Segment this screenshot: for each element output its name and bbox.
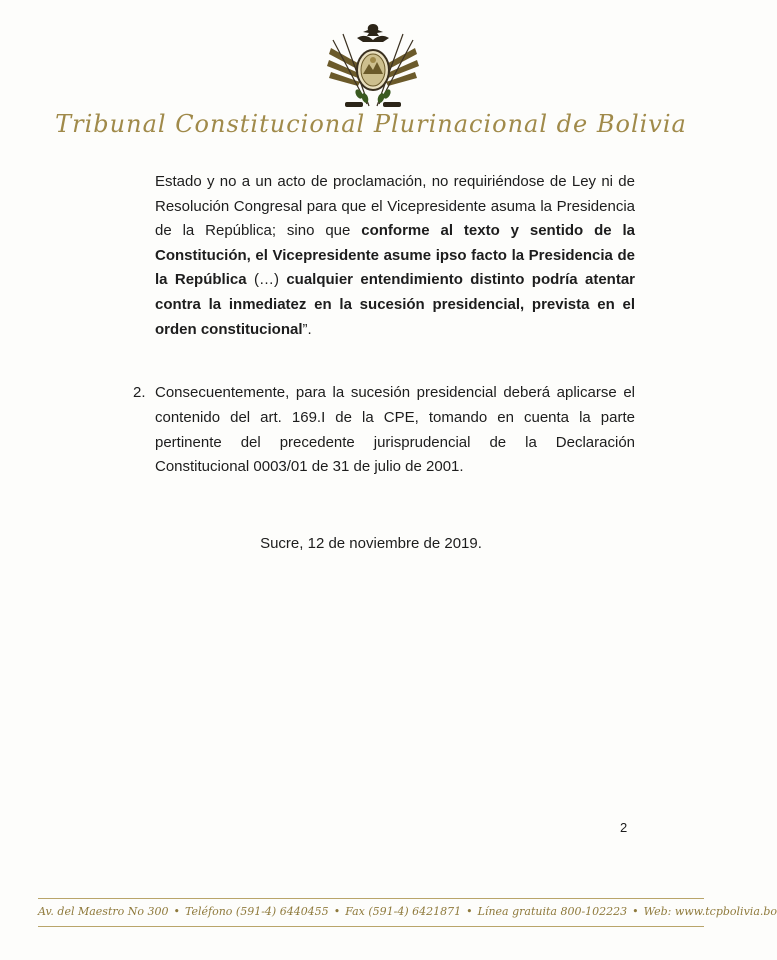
- body-paragraph: [155, 170, 635, 342]
- text-segment: (…): [246, 271, 287, 289]
- footer-divider-top: [38, 898, 704, 899]
- coat-of-arms-icon: [323, 18, 423, 118]
- footer-phone: Teléfono (591-4) 6440455: [184, 905, 329, 918]
- footer-separator: •: [333, 905, 341, 918]
- bold-text-segment: conforme al texto y sentido de la Constitución, el Vicepresidente asume ipso facto la Presidencia de la República: [155, 222, 635, 289]
- item-text: Consecuentemente, para la sucesión presidencial deberá aplicarse el contenido del art. 169.I de la CPE, tomando en cuenta la parte pertinente del precedente jurisprudencial de la Declaración Constitucional 0003/01 de 31 de julio de 2001.: [155, 384, 635, 476]
- footer-contact: [38, 905, 777, 918]
- bold-text-segment: cualquier entendimiento distinto podría atentar contra la inmediatez en la sucesión presidencial, prevista en el orden constitucional: [155, 271, 636, 338]
- footer-fax: Fax (591-4) 6421871: [345, 905, 462, 918]
- text-segment: ”.: [302, 320, 312, 338]
- footer-separator: •: [173, 905, 180, 918]
- footer-toll-free: Línea gratuita 800-102223: [477, 905, 628, 918]
- footer-address: Av. del Maestro No 300: [38, 905, 169, 918]
- footer-separator: •: [632, 905, 639, 918]
- dateline: Sucre, 12 de noviembre de 2019.: [260, 535, 482, 552]
- numbered-item: [133, 381, 635, 480]
- item-number: 2.: [133, 384, 146, 401]
- footer-web: Web: www.tcpbolivia.bo: [643, 905, 777, 918]
- page-number: 2: [620, 820, 628, 835]
- text-segment: Estado y no a un acto de proclamación, no requiriéndose de Ley ni de Resolución Congresal para que el Vicepresidente asuma la Presidencia de la República; sino que: [155, 173, 635, 240]
- footer-divider-bottom: [38, 926, 704, 927]
- footer-separator: •: [466, 905, 473, 918]
- letterhead-title: Tribunal Constitucional Plurinacional de Bolivia: [55, 110, 687, 138]
